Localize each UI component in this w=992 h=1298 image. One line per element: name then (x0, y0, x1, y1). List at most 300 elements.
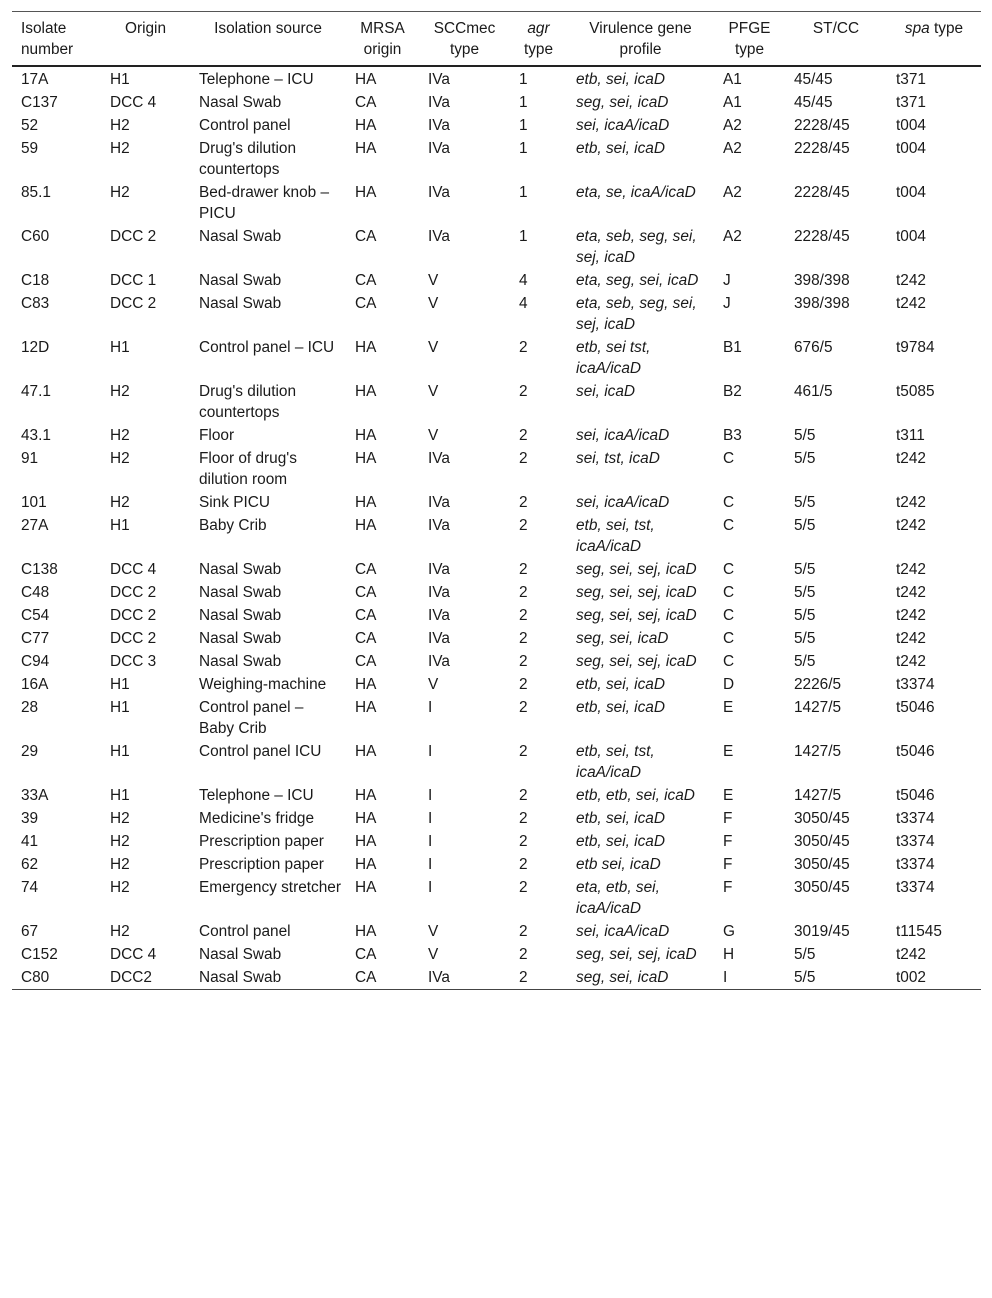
cell-isolation-source: Control panel (199, 923, 291, 940)
cell-pfge-type: C (723, 630, 735, 647)
cell-st-cc: 5/5 (794, 653, 816, 670)
cell-agr-type: 2 (519, 969, 528, 986)
cell-spa-type: t371 (896, 71, 926, 88)
cell-sccmec-type: V (428, 946, 439, 963)
cell-spa-type: t3374 (896, 833, 935, 850)
table-row (12, 943, 981, 966)
cell-mrsa-origin: HA (355, 494, 377, 511)
cell-spa-type: t242 (896, 584, 926, 601)
cell-spa-type: t3374 (896, 879, 935, 896)
cell-origin: H2 (110, 810, 130, 827)
cell-isolate-number: C54 (21, 607, 50, 624)
cell-mrsa-origin: CA (355, 630, 377, 647)
cell-virulence-gene-profile: etb, etb, sei, icaD (576, 787, 695, 804)
cell-isolate-number: 16A (21, 676, 49, 693)
header-mrsa-origin: MRSA origin (360, 20, 405, 58)
cell-origin: H1 (110, 699, 130, 716)
table-row (12, 491, 981, 514)
cell-mrsa-origin: CA (355, 946, 377, 963)
cell-isolate-number: C83 (21, 295, 50, 312)
cell-st-cc: 3050/45 (794, 810, 850, 827)
cell-sccmec-type: IVa (428, 653, 450, 670)
cell-mrsa-origin: HA (355, 517, 377, 534)
table-row (12, 853, 981, 876)
cell-isolation-source: Emergency stretcher (199, 879, 341, 896)
cell-isolation-source: Baby Crib (199, 517, 267, 534)
cell-agr-type: 2 (519, 339, 528, 356)
cell-mrsa-origin: HA (355, 856, 377, 873)
cell-isolate-number: 39 (21, 810, 39, 827)
cell-pfge-type: J (723, 295, 731, 312)
cell-mrsa-origin: HA (355, 71, 377, 88)
cell-sccmec-type: IVa (428, 71, 450, 88)
table-row (12, 673, 981, 696)
cell-virulence-gene-profile: etb, sei, icaD (576, 676, 665, 693)
cell-virulence-gene-profile: seg, sei, icaD (576, 94, 669, 111)
cell-isolation-source: Drug's dilution countertops (199, 383, 297, 421)
cell-virulence-gene-profile: sei, icaA/icaD (576, 494, 670, 511)
cell-st-cc: 2226/5 (794, 676, 842, 693)
cell-pfge-type: C (723, 561, 735, 578)
table-row (12, 696, 981, 740)
cell-mrsa-origin: CA (355, 228, 377, 245)
cell-pfge-type: A1 (723, 94, 742, 111)
cell-origin: H2 (110, 117, 130, 134)
cell-agr-type: 2 (519, 833, 528, 850)
cell-origin: H1 (110, 743, 130, 760)
table-row (12, 966, 981, 990)
cell-virulence-gene-profile: seg, sei, sej, icaD (576, 561, 697, 578)
cell-isolate-number: 101 (21, 494, 47, 511)
cell-spa-type: t3374 (896, 856, 935, 873)
cell-sccmec-type: IVa (428, 561, 450, 578)
cell-mrsa-origin: HA (355, 810, 377, 827)
cell-origin: DCC 4 (110, 946, 157, 963)
table-row (12, 91, 981, 114)
header-pfge-type: PFGE type (728, 20, 771, 58)
cell-isolate-number: 85.1 (21, 184, 51, 201)
cell-isolation-source: Control panel (199, 117, 291, 134)
cell-origin: H2 (110, 383, 130, 400)
header-row (12, 12, 981, 67)
cell-mrsa-origin: HA (355, 743, 377, 760)
cell-pfge-type: H (723, 946, 735, 963)
table-row (12, 604, 981, 627)
cell-isolation-source: Nasal Swab (199, 94, 282, 111)
cell-isolate-number: 74 (21, 879, 39, 896)
cell-origin: DCC 2 (110, 584, 157, 601)
cell-origin: H2 (110, 494, 130, 511)
cell-sccmec-type: IVa (428, 184, 450, 201)
cell-spa-type: t004 (896, 140, 926, 157)
cell-spa-type: t242 (896, 630, 926, 647)
cell-sccmec-type: I (428, 810, 433, 827)
header-isolation-source: Isolation source (214, 20, 322, 37)
cell-mrsa-origin: HA (355, 140, 377, 157)
cell-spa-type: t5046 (896, 699, 935, 716)
cell-pfge-type: A1 (723, 71, 742, 88)
cell-isolation-source: Bed-drawer knob – PICU (199, 184, 330, 222)
cell-origin: DCC 2 (110, 228, 157, 245)
cell-virulence-gene-profile: etb, sei, icaD (576, 810, 665, 827)
cell-st-cc: 5/5 (794, 584, 816, 601)
cell-sccmec-type: IVa (428, 517, 450, 534)
cell-agr-type: 2 (519, 561, 528, 578)
cell-spa-type: t002 (896, 969, 926, 986)
cell-mrsa-origin: CA (355, 94, 377, 111)
cell-origin: H2 (110, 427, 130, 444)
cell-mrsa-origin: HA (355, 676, 377, 693)
cell-isolation-source: Nasal Swab (199, 295, 282, 312)
cell-spa-type: t242 (896, 494, 926, 511)
cell-isolation-source: Floor (199, 427, 235, 444)
cell-mrsa-origin: HA (355, 833, 377, 850)
cell-agr-type: 2 (519, 787, 528, 804)
cell-isolate-number: 28 (21, 699, 39, 716)
cell-origin: DCC 1 (110, 272, 157, 289)
cell-virulence-gene-profile: sei, tst, icaD (576, 450, 660, 467)
table-row (12, 876, 981, 920)
cell-agr-type: 2 (519, 879, 528, 896)
cell-agr-type: 2 (519, 653, 528, 670)
cell-spa-type: t242 (896, 561, 926, 578)
cell-sccmec-type: IVa (428, 969, 450, 986)
table-row (12, 740, 981, 784)
table-row (12, 447, 981, 491)
cell-isolation-source: Nasal Swab (199, 630, 282, 647)
cell-sccmec-type: IVa (428, 228, 450, 245)
cell-agr-type: 2 (519, 743, 528, 760)
cell-virulence-gene-profile: sei, icaD (576, 383, 636, 400)
cell-origin: H2 (110, 140, 130, 157)
cell-isolate-number: 41 (21, 833, 39, 850)
cell-agr-type: 2 (519, 584, 528, 601)
cell-st-cc: 3050/45 (794, 833, 850, 850)
cell-virulence-gene-profile: seg, sei, icaD (576, 630, 669, 647)
cell-pfge-type: D (723, 676, 735, 693)
cell-virulence-gene-profile: seg, sei, icaD (576, 969, 669, 986)
cell-isolate-number: 62 (21, 856, 39, 873)
cell-sccmec-type: I (428, 743, 433, 760)
cell-st-cc: 2228/45 (794, 117, 850, 134)
cell-pfge-type: G (723, 923, 735, 940)
cell-origin: DCC 4 (110, 561, 157, 578)
cell-virulence-gene-profile: etb, sei, icaD (576, 71, 665, 88)
cell-agr-type: 1 (519, 140, 528, 157)
cell-isolation-source: Nasal Swab (199, 561, 282, 578)
cell-virulence-gene-profile: eta, seb, seg, sei, sej, icaD (576, 295, 697, 333)
cell-agr-type: 4 (519, 295, 528, 312)
cell-isolate-number: C94 (21, 653, 50, 670)
cell-isolation-source: Prescription paper (199, 833, 324, 850)
cell-isolation-source: Prescription paper (199, 856, 324, 873)
cell-pfge-type: F (723, 879, 733, 896)
cell-virulence-gene-profile: seg, sei, sej, icaD (576, 946, 697, 963)
cell-st-cc: 1427/5 (794, 787, 842, 804)
cell-virulence-gene-profile: seg, sei, sej, icaD (576, 653, 697, 670)
cell-sccmec-type: I (428, 787, 433, 804)
cell-sccmec-type: IVa (428, 140, 450, 157)
cell-isolation-source: Medicine's fridge (199, 810, 315, 827)
cell-spa-type: t242 (896, 450, 926, 467)
cell-pfge-type: A2 (723, 184, 742, 201)
cell-st-cc: 3050/45 (794, 856, 850, 873)
cell-st-cc: 2228/45 (794, 140, 850, 157)
cell-agr-type: 1 (519, 71, 528, 88)
cell-agr-type: 2 (519, 607, 528, 624)
cell-pfge-type: B3 (723, 427, 742, 444)
table-row (12, 336, 981, 380)
cell-sccmec-type: IVa (428, 494, 450, 511)
cell-pfge-type: F (723, 856, 733, 873)
cell-origin: H1 (110, 517, 130, 534)
cell-virulence-gene-profile: etb, sei tst, icaA/icaD (576, 339, 651, 377)
cell-st-cc: 3019/45 (794, 923, 850, 940)
cell-sccmec-type: I (428, 833, 433, 850)
cell-virulence-gene-profile: seg, sei, sej, icaD (576, 584, 697, 601)
cell-isolate-number: C137 (21, 94, 58, 111)
cell-virulence-gene-profile: eta, seb, seg, sei, sej, icaD (576, 228, 697, 266)
cell-spa-type: t371 (896, 94, 926, 111)
cell-mrsa-origin: HA (355, 787, 377, 804)
cell-sccmec-type: V (428, 427, 439, 444)
isolates-table-container (12, 11, 981, 990)
cell-origin: DCC 2 (110, 295, 157, 312)
cell-st-cc: 1427/5 (794, 743, 842, 760)
cell-mrsa-origin: HA (355, 427, 377, 444)
cell-origin: DCC 2 (110, 607, 157, 624)
cell-mrsa-origin: HA (355, 879, 377, 896)
cell-pfge-type: E (723, 787, 734, 804)
cell-origin: H1 (110, 339, 130, 356)
cell-spa-type: t004 (896, 184, 926, 201)
cell-mrsa-origin: HA (355, 184, 377, 201)
cell-mrsa-origin: CA (355, 584, 377, 601)
cell-st-cc: 5/5 (794, 607, 816, 624)
cell-st-cc: 45/45 (794, 71, 833, 88)
cell-mrsa-origin: HA (355, 923, 377, 940)
cell-pfge-type: C (723, 607, 735, 624)
cell-pfge-type: I (723, 969, 728, 986)
cell-isolate-number: 59 (21, 140, 39, 157)
cell-origin: H2 (110, 923, 130, 940)
cell-isolation-source: Control panel ICU (199, 743, 322, 760)
header-isolate-number: Isolate number (21, 20, 74, 58)
cell-isolation-source: Floor of drug's dilution room (199, 450, 297, 488)
cell-agr-type: 2 (519, 923, 528, 940)
cell-spa-type: t242 (896, 946, 926, 963)
cell-agr-type: 1 (519, 184, 528, 201)
cell-isolation-source: Telephone – ICU (199, 787, 314, 804)
cell-mrsa-origin: CA (355, 295, 377, 312)
cell-agr-type: 2 (519, 383, 528, 400)
cell-isolate-number: 33A (21, 787, 49, 804)
cell-isolate-number: C48 (21, 584, 50, 601)
cell-origin: DCC 3 (110, 653, 157, 670)
cell-agr-type: 1 (519, 94, 528, 111)
table-row (12, 650, 981, 673)
cell-origin: DCC 2 (110, 630, 157, 647)
cell-virulence-gene-profile: sei, icaA/icaD (576, 117, 670, 134)
cell-st-cc: 5/5 (794, 630, 816, 647)
header-spa-type: spa type (904, 20, 964, 37)
table-row (12, 380, 981, 424)
cell-isolation-source: Sink PICU (199, 494, 270, 511)
cell-agr-type: 2 (519, 676, 528, 693)
cell-isolate-number: C77 (21, 630, 50, 647)
cell-origin: H2 (110, 833, 130, 850)
cell-mrsa-origin: CA (355, 969, 377, 986)
cell-isolation-source: Nasal Swab (199, 653, 282, 670)
cell-pfge-type: C (723, 584, 735, 601)
table-row (12, 558, 981, 581)
cell-sccmec-type: I (428, 856, 433, 873)
cell-spa-type: t004 (896, 117, 926, 134)
cell-isolation-source: Nasal Swab (199, 607, 282, 624)
cell-st-cc: 2228/45 (794, 228, 850, 245)
cell-agr-type: 2 (519, 427, 528, 444)
cell-isolation-source: Control panel – ICU (199, 339, 335, 356)
cell-virulence-gene-profile: etb, sei, tst, icaA/icaD (576, 517, 655, 555)
cell-agr-type: 1 (519, 228, 528, 245)
cell-pfge-type: E (723, 699, 734, 716)
header-sccmec-type: SCCmec type (433, 20, 496, 58)
table-body (12, 66, 981, 990)
cell-st-cc: 5/5 (794, 946, 816, 963)
cell-isolation-source: Nasal Swab (199, 969, 282, 986)
cell-spa-type: t11545 (896, 923, 942, 940)
cell-isolation-source: Nasal Swab (199, 946, 282, 963)
cell-st-cc: 3050/45 (794, 879, 850, 896)
table-row (12, 181, 981, 225)
cell-pfge-type: B2 (723, 383, 742, 400)
cell-pfge-type: C (723, 450, 735, 467)
cell-virulence-gene-profile: sei, icaA/icaD (576, 923, 670, 940)
cell-isolate-number: C138 (21, 561, 58, 578)
cell-origin: H1 (110, 71, 130, 88)
cell-pfge-type: C (723, 494, 735, 511)
cell-isolation-source: Nasal Swab (199, 228, 282, 245)
cell-mrsa-origin: HA (355, 450, 377, 467)
cell-virulence-gene-profile: etb, sei, icaD (576, 140, 665, 157)
cell-mrsa-origin: CA (355, 653, 377, 670)
cell-isolate-number: 43.1 (21, 427, 51, 444)
cell-spa-type: t242 (896, 295, 926, 312)
table-row (12, 292, 981, 336)
table-row (12, 269, 981, 292)
cell-spa-type: t242 (896, 272, 926, 289)
cell-virulence-gene-profile: etb, sei, icaD (576, 699, 665, 716)
cell-mrsa-origin: HA (355, 117, 377, 134)
table-row (12, 137, 981, 181)
cell-pfge-type: A2 (723, 140, 742, 157)
cell-isolation-source: Nasal Swab (199, 584, 282, 601)
cell-st-cc: 5/5 (794, 517, 816, 534)
cell-isolate-number: 52 (21, 117, 39, 134)
cell-isolation-source: Weighing-machine (199, 676, 327, 693)
cell-origin: DCC 4 (110, 94, 157, 111)
cell-agr-type: 2 (519, 810, 528, 827)
table-row (12, 627, 981, 650)
cell-origin: DCC2 (110, 969, 152, 986)
cell-sccmec-type: V (428, 272, 439, 289)
cell-spa-type: t5046 (896, 743, 935, 760)
cell-isolate-number: 67 (21, 923, 39, 940)
cell-mrsa-origin: HA (355, 339, 377, 356)
cell-mrsa-origin: HA (355, 383, 377, 400)
cell-isolation-source: Control panel – Baby Crib (199, 699, 304, 737)
cell-sccmec-type: V (428, 923, 439, 940)
cell-spa-type: t3374 (896, 810, 935, 827)
cell-pfge-type: F (723, 833, 733, 850)
cell-origin: H2 (110, 856, 130, 873)
header-st-cc: ST/CC (812, 20, 860, 37)
cell-spa-type: t242 (896, 517, 926, 534)
cell-origin: H1 (110, 676, 130, 693)
header-agr-type: agr type (523, 20, 554, 58)
cell-mrsa-origin: CA (355, 272, 377, 289)
cell-spa-type: t5085 (896, 383, 935, 400)
table-row (12, 581, 981, 604)
cell-sccmec-type: I (428, 879, 433, 896)
cell-virulence-gene-profile: eta, seg, sei, icaD (576, 272, 699, 289)
cell-origin: H2 (110, 879, 130, 896)
cell-virulence-gene-profile: etb, sei, tst, icaA/icaD (576, 743, 655, 781)
cell-spa-type: t5046 (896, 787, 935, 804)
table-row (12, 830, 981, 853)
cell-pfge-type: A2 (723, 117, 742, 134)
cell-isolate-number: C80 (21, 969, 50, 986)
cell-agr-type: 2 (519, 699, 528, 716)
cell-st-cc: 398/398 (794, 295, 850, 312)
cell-agr-type: 2 (519, 517, 528, 534)
cell-sccmec-type: IVa (428, 117, 450, 134)
cell-origin: H2 (110, 450, 130, 467)
cell-pfge-type: J (723, 272, 731, 289)
cell-virulence-gene-profile: eta, se, icaA/icaD (576, 184, 696, 201)
cell-agr-type: 2 (519, 494, 528, 511)
cell-pfge-type: A2 (723, 228, 742, 245)
cell-pfge-type: C (723, 517, 735, 534)
cell-sccmec-type: V (428, 295, 439, 312)
table-row (12, 920, 981, 943)
cell-mrsa-origin: CA (355, 607, 377, 624)
cell-isolation-source: Telephone – ICU (199, 71, 314, 88)
cell-sccmec-type: V (428, 339, 439, 356)
cell-agr-type: 2 (519, 946, 528, 963)
table-row (12, 225, 981, 269)
cell-isolate-number: 17A (21, 71, 49, 88)
cell-spa-type: t311 (896, 427, 925, 444)
cell-st-cc: 5/5 (794, 427, 816, 444)
cell-agr-type: 2 (519, 856, 528, 873)
header-virulence-gene-profile: Virulence gene profile (589, 20, 692, 58)
cell-isolate-number: 29 (21, 743, 39, 760)
cell-st-cc: 461/5 (794, 383, 833, 400)
cell-sccmec-type: IVa (428, 630, 450, 647)
cell-isolate-number: 12D (21, 339, 50, 356)
cell-mrsa-origin: HA (355, 699, 377, 716)
cell-sccmec-type: IVa (428, 450, 450, 467)
cell-pfge-type: C (723, 653, 735, 670)
cell-st-cc: 1427/5 (794, 699, 842, 716)
cell-sccmec-type: V (428, 676, 439, 693)
cell-spa-type: t3374 (896, 676, 935, 693)
cell-virulence-gene-profile: seg, sei, sej, icaD (576, 607, 697, 624)
cell-st-cc: 45/45 (794, 94, 833, 111)
cell-isolation-source: Drug's dilution countertops (199, 140, 297, 178)
cell-st-cc: 5/5 (794, 561, 816, 578)
